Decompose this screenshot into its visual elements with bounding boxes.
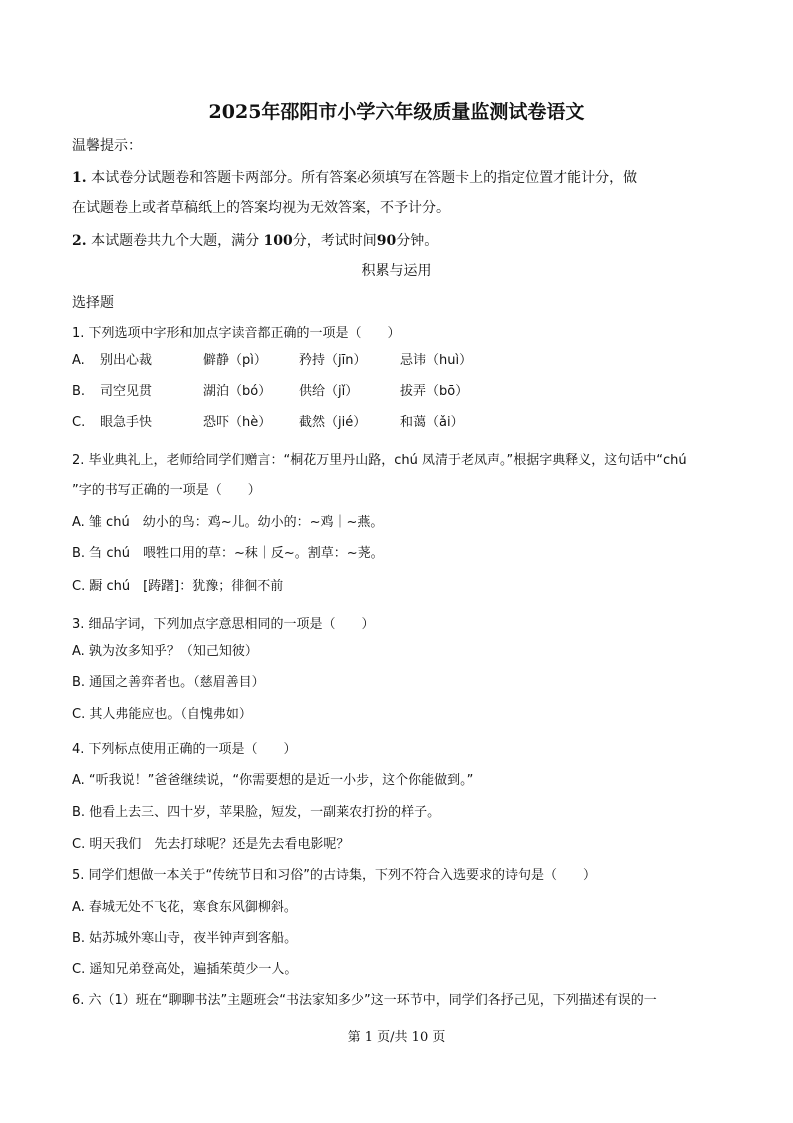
- q1-a-word: 别出心裁: [100, 353, 153, 368]
- tip-2: [72, 232, 438, 250]
- q1-option-b: [72, 383, 468, 401]
- q1-b-item-2: 供给（jǐ）: [299, 384, 359, 399]
- q4-option-a: A. “听我说！”爸爸继续说，“你需要想的是近一小步，这个你能做到。”: [72, 773, 474, 788]
- tips-heading: 温馨提示：: [72, 138, 142, 154]
- q1-a-item-1: 僻静（pì）: [203, 353, 267, 368]
- q1-a-letter: A.: [72, 353, 85, 368]
- subsection-title: 选择题: [72, 295, 114, 311]
- q1-b-item-3: 拔弄（bō）: [400, 384, 469, 399]
- q3-option-c: C. 其人弗能应也。（自愧弗如）: [72, 707, 252, 722]
- q3-option-b: B. 通国之善弈者也。（慈眉善目）: [72, 675, 265, 690]
- q5-stem: 5. 同学们想做一本关于“传统节日和习俗”的古诗集，下列不符合入选要求的诗句是（ ）: [72, 868, 597, 883]
- tip-2-text-a: 本试题卷共九个大题，满分: [91, 233, 260, 249]
- q4-stem: 4. 下列标点使用正确的一项是（ ）: [72, 742, 297, 757]
- tip-2-text-b: 分，考试时间: [292, 233, 377, 249]
- q1-a-item-2: 矜持（jīn）: [299, 353, 367, 368]
- q1-b-word: 司空见贯: [100, 384, 153, 399]
- q2-stem-line-1: 2. 毕业典礼上，老师给同学们赠言：“桐花万里丹山路，chú 凤清于老凤声。”根据字典释义，这句话中“chú: [72, 453, 687, 468]
- tip-2-number: 2.: [72, 233, 87, 249]
- q5-option-a: A. 春城无处不飞花，寒食东风御柳斜。: [72, 900, 297, 915]
- q2-option-c: C. 蹰 chú [踌躇]：犹豫；徘徊不前: [72, 579, 284, 594]
- q2-option-b: B. 刍 chú 喂牲口用的草：~秣｜反~。割草：~荛。: [72, 546, 384, 561]
- q1-c-item-3: 和蔼（ǎi）: [400, 415, 464, 430]
- q3-stem: 3. 细品字词，下列加点字意思相同的一项是（ ）: [72, 617, 375, 632]
- q3-option-a: A. 孰为汝多知乎？（知己知彼）: [72, 644, 258, 659]
- q2-option-a: A. 雏 chú 幼小的鸟：鸡~儿。幼小的：~鸡｜~燕。: [72, 515, 384, 530]
- page-footer: 第 1 页/共 10 页: [347, 1030, 446, 1045]
- q2-stem-line-2: ”字的书写正确的一项是（ ）: [72, 483, 261, 498]
- tip-2-score: 100: [263, 233, 293, 249]
- q1-stem: 1. 下列选项中字形和加点字读音都正确的一项是（ ）: [72, 326, 401, 341]
- q1-c-letter: C.: [72, 415, 86, 430]
- q1-c-item-1: 恐吓（hè）: [203, 415, 272, 430]
- q5-option-b: B. 姑苏城外寒山寺，夜半钟声到客船。: [72, 931, 298, 946]
- q4-option-b: B. 他看上去三、四十岁，苹果脸，短发，一副莱农打扮的样子。: [72, 805, 441, 820]
- q1-option-a: [72, 352, 472, 370]
- tip-2-time: 90: [376, 233, 397, 249]
- page-title: 2025年邵阳市小学六年级质量监测试卷语文: [208, 101, 585, 123]
- tip-1-number: 1.: [72, 170, 87, 186]
- q1-c-item-2: 截然（jié）: [299, 415, 367, 430]
- q6-stem-line-1: 6. 六（1）班在“聊聊书法”主题班会“书法家知多少”这一环节中，同学们各抒己见，下列描述有误的一: [72, 993, 657, 1008]
- tip-2-text-c: 分钟。: [396, 233, 439, 249]
- q1-b-letter: B.: [72, 384, 86, 399]
- q1-option-c: [72, 414, 464, 432]
- q1-a-item-3: 忌讳（huì）: [400, 353, 473, 368]
- tip-1-line-2: 在试题卷上或者草稿纸上的答案均视为无效答案，不予计分。: [72, 200, 450, 216]
- q1-c-word: 眼急手快: [100, 415, 153, 430]
- tip-1-line-1: [72, 169, 637, 187]
- section-title: 积累与运用: [361, 263, 432, 279]
- q4-option-c: C. 明天我们 先去打球呢？还是先去看电影呢？: [72, 837, 350, 852]
- q5-option-c: C. 遥知兄弟登高处，遍插茱萸少一人。: [72, 962, 298, 977]
- tip-1-text: 本试卷分试题卷和答题卡两部分。所有答案必须填写在答题卡上的指定位置才能计分，做: [91, 170, 638, 186]
- q1-b-item-1: 湖泊（bó）: [203, 384, 272, 399]
